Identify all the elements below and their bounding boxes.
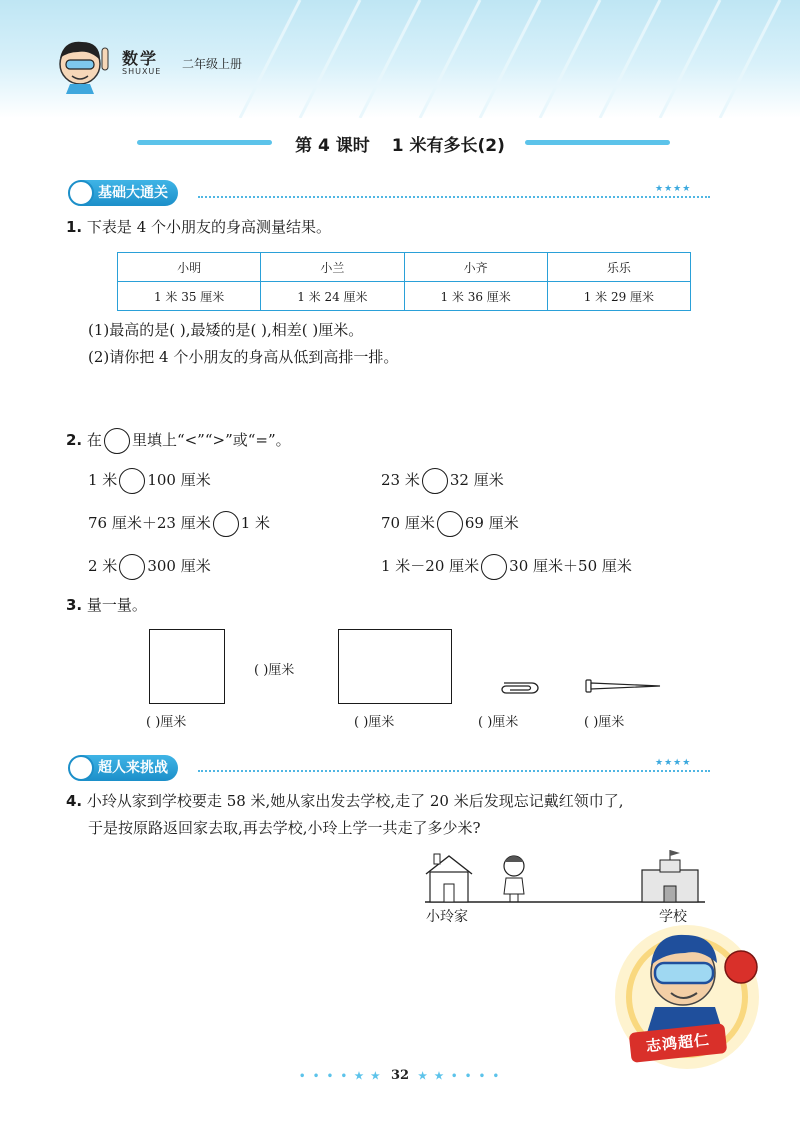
question-4-number: 4. <box>66 792 83 810</box>
compare-right: 69 厘米 <box>464 514 519 532</box>
globe-icon <box>68 180 94 206</box>
question-1 <box>66 216 331 237</box>
question-1-part-1: (1)最高的是( ),最矮的是( ),相差( )厘米。 <box>88 321 364 339</box>
table-cell: 1 米 36 厘米 <box>404 282 547 311</box>
rectangle-figure <box>338 629 452 704</box>
route-illustration <box>420 850 720 910</box>
compare-item <box>88 468 211 494</box>
header-decoration <box>0 0 800 118</box>
table-cell: 1 米 29 厘米 <box>547 282 690 311</box>
question-2-number: 2. <box>66 431 83 449</box>
table-cell: 小齐 <box>404 253 547 282</box>
grade-label: 二年级上册 <box>182 57 243 71</box>
compare-right: 32 厘米 <box>449 471 504 489</box>
difficulty-stars-icon: ★★★★ <box>655 758 692 768</box>
table-cell: 乐乐 <box>547 253 690 282</box>
table-cell: 小兰 <box>261 253 404 282</box>
measure-blank[interactable]: ( )厘米 <box>584 715 625 730</box>
compare-left: 76 厘米＋23 厘米 <box>88 514 211 532</box>
compare-right: 1 米 <box>240 514 271 532</box>
page-number: 32 <box>390 1068 410 1083</box>
answer-circle[interactable] <box>422 468 448 494</box>
compare-item <box>88 511 270 537</box>
table-cell: 小明 <box>118 253 261 282</box>
height-table <box>117 252 691 311</box>
question-2 <box>66 428 291 454</box>
mascot-banner: 志鸿超仁 <box>629 1023 728 1063</box>
compare-item <box>381 468 504 494</box>
helmet-icon <box>68 755 94 781</box>
lesson-name: 1 米有多长(2) <box>391 136 505 156</box>
girl-icon <box>504 856 524 902</box>
section-challenge-label: 超人来挑战 <box>98 760 168 776</box>
answer-circle[interactable] <box>481 554 507 580</box>
compare-left: 2 米 <box>88 557 118 575</box>
subject-title: 数学 <box>122 49 159 68</box>
section-basic-label: 基础大通关 <box>98 185 168 201</box>
house-icon <box>426 854 472 902</box>
answer-circle[interactable] <box>104 428 130 454</box>
section-divider <box>198 196 710 198</box>
question-4-line-1: 小玲从家到学校要走 58 米,她从家出发去学校,走了 20 米后发现忘记戴红领巾了, <box>86 792 624 810</box>
compare-right: 300 厘米 <box>147 557 211 575</box>
question-3-text: 量一量。 <box>86 596 147 614</box>
section-divider <box>198 770 710 772</box>
question-4-line-2: 于是按原路返回家去取,再去学校,小玲上学一共走了多少米? <box>88 819 481 837</box>
compare-item <box>381 554 632 580</box>
nail-icon <box>584 678 664 694</box>
school-icon <box>642 850 698 902</box>
mascot-logo-icon <box>50 34 120 96</box>
page-number-row <box>0 1068 800 1083</box>
question-1-text: 下表是 4 个小朋友的身高测量结果。 <box>86 218 332 236</box>
lesson-title <box>0 131 800 156</box>
table-row <box>118 253 691 282</box>
lesson-number: 第 4 课时 <box>295 136 370 156</box>
answer-circle[interactable] <box>213 511 239 537</box>
table-row <box>118 282 691 311</box>
paperclip-icon <box>498 680 540 696</box>
compare-left: 70 厘米 <box>381 514 435 532</box>
decor-stars-left-icon: • • • • ★ ★ <box>298 1071 382 1082</box>
compare-left: 1 米－20 厘米 <box>381 557 480 575</box>
answer-circle[interactable] <box>437 511 463 537</box>
answer-circle[interactable] <box>119 554 145 580</box>
measure-blank[interactable]: ( )厘米 <box>478 715 519 730</box>
home-label: 小玲家 <box>426 909 468 925</box>
compare-left: 23 米 <box>381 471 420 489</box>
question-1-part-2: (2)请你把 4 个小朋友的身高从低到高排一排。 <box>88 348 399 366</box>
question-1-number: 1. <box>66 218 83 236</box>
question-2-post: 里填上“<”“>”或“=”。 <box>131 431 291 449</box>
square-figure <box>149 629 225 704</box>
question-2-pre: 在 <box>86 431 102 449</box>
question-3-number: 3. <box>66 596 83 614</box>
subject-pinyin: SHUXUE <box>122 67 162 76</box>
compare-item <box>88 554 211 580</box>
answer-circle[interactable] <box>119 468 145 494</box>
compare-right: 100 厘米 <box>147 471 211 489</box>
table-cell: 1 米 24 厘米 <box>261 282 404 311</box>
decor-stars-right-icon: ★ ★ • • • • <box>418 1071 502 1082</box>
question-4 <box>66 790 623 811</box>
compare-left: 1 米 <box>88 471 118 489</box>
school-label: 学校 <box>659 909 687 925</box>
measure-blank[interactable]: ( )厘米 <box>354 715 395 730</box>
measure-blank[interactable]: ( )厘米 <box>254 663 295 678</box>
compare-right: 30 厘米＋50 厘米 <box>509 557 632 575</box>
question-3 <box>66 594 147 615</box>
compare-item <box>381 511 519 537</box>
table-cell: 1 米 35 厘米 <box>118 282 261 311</box>
difficulty-stars-icon: ★★★★ <box>655 184 692 194</box>
measure-blank[interactable]: ( )厘米 <box>146 715 187 730</box>
